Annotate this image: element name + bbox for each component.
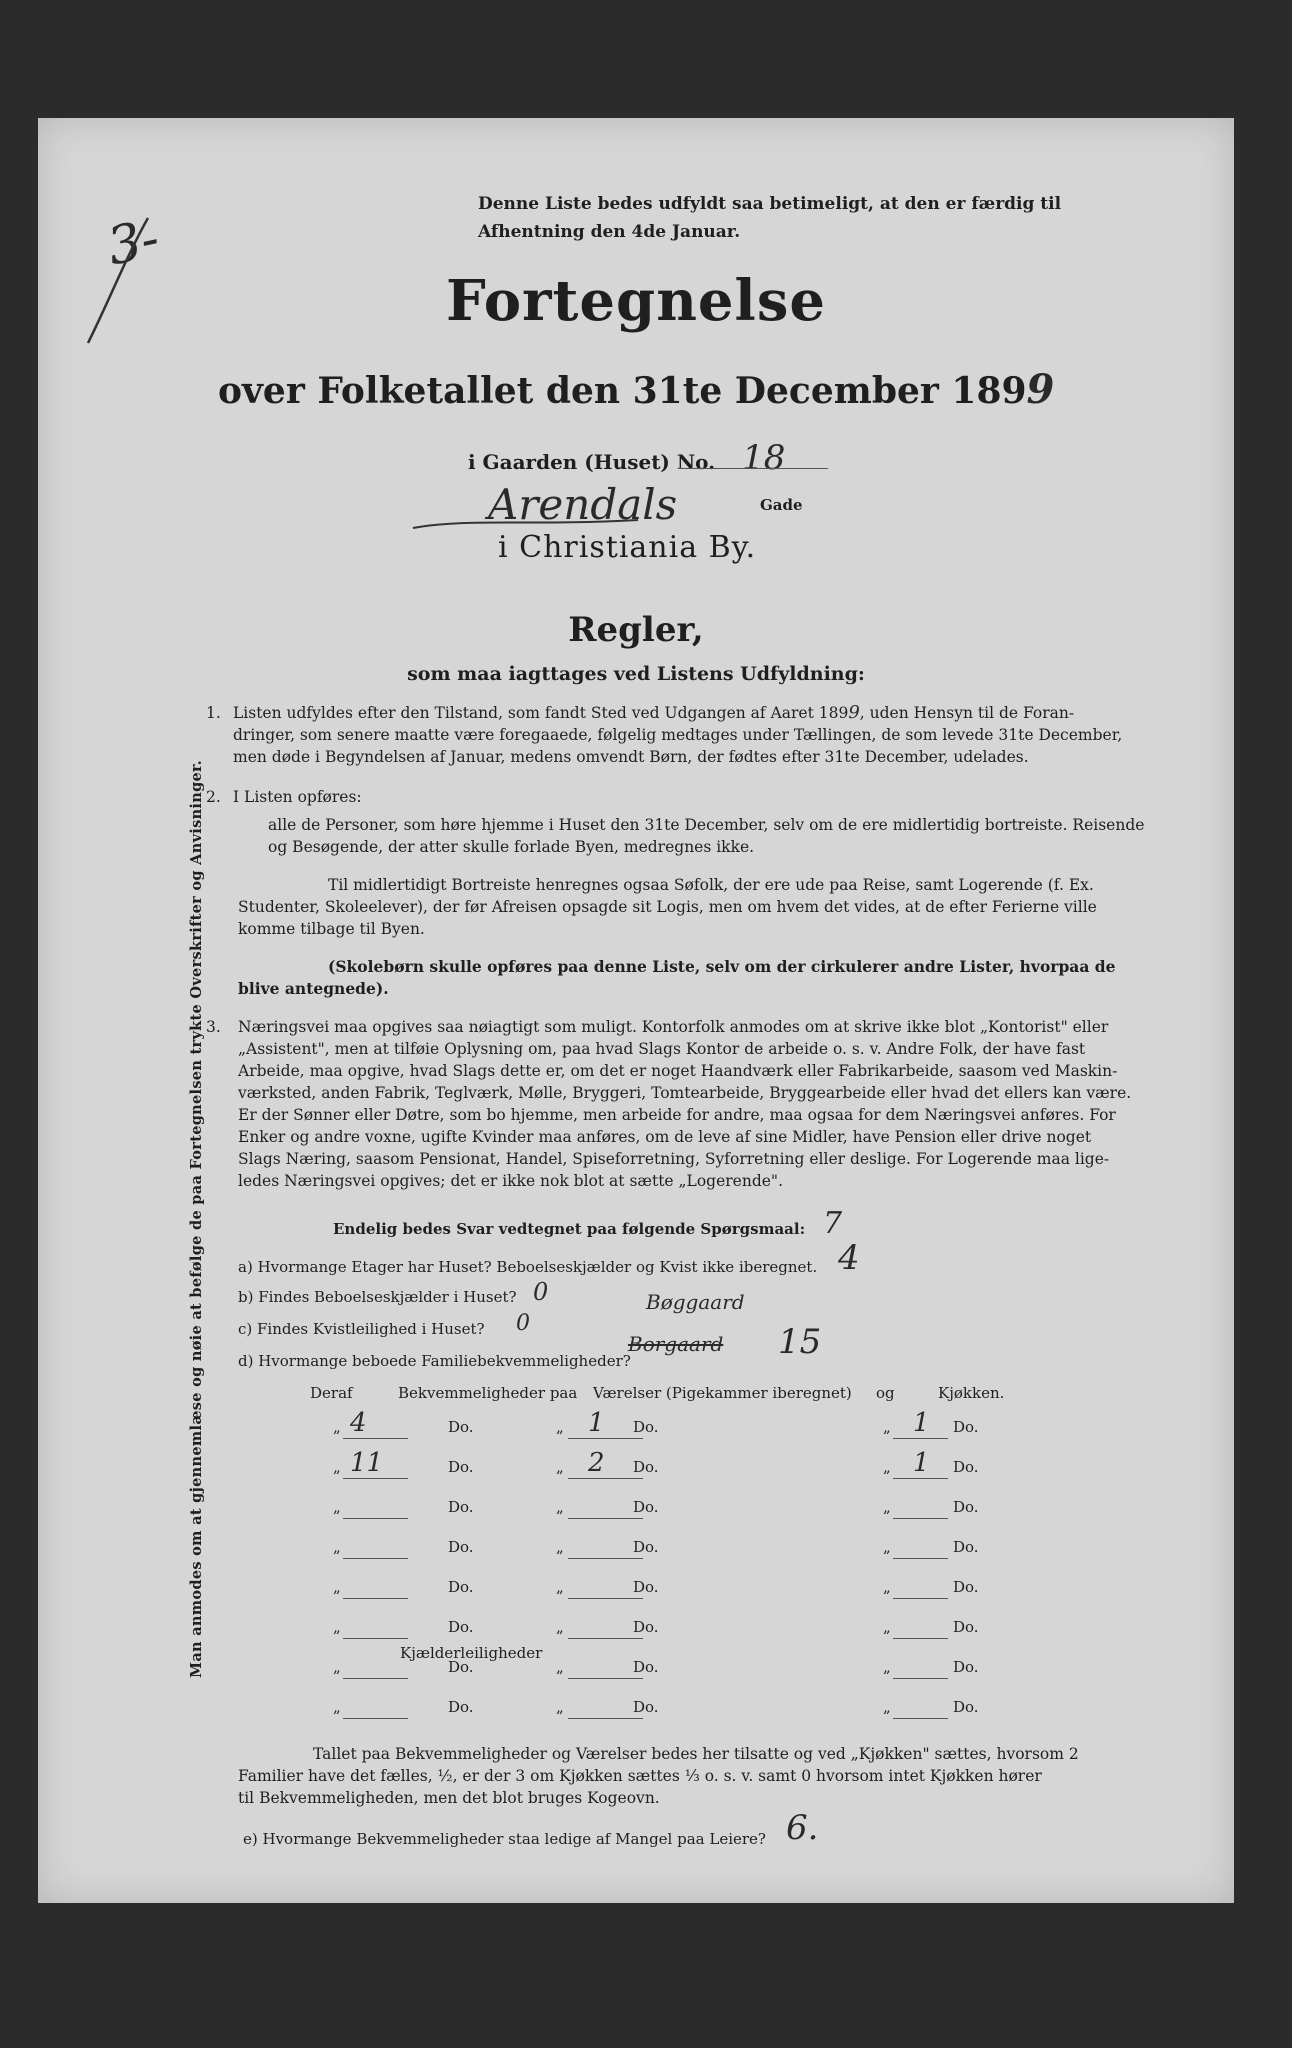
row-quote-2: „ bbox=[556, 1618, 564, 1636]
margin-instruction: Man anmodes om at gjennemlæse og nøie at befølge de paa Fortegnelsen trykte Overskrifter og Anvisninger. bbox=[188, 760, 205, 1678]
row-quote-1: „ bbox=[333, 1578, 341, 1596]
row-kitchens-line bbox=[893, 1718, 948, 1719]
footnote-line-1: Tallet paa Bekvemmeligheder og Værelser bedes her tilsatte og ved „Kjøkken" sættes, hvorsom 2 bbox=[313, 1745, 1079, 1763]
row-do-3: Do. bbox=[953, 1578, 979, 1596]
row-rooms-line bbox=[568, 1718, 643, 1719]
rule-2-line-0: I Listen opføres: bbox=[233, 788, 362, 806]
row-do-2: Do. bbox=[633, 1698, 659, 1716]
row-rooms-line bbox=[568, 1478, 643, 1479]
rule-2-line-2: og Besøgende, der atter skulle forlade Byen, medregnes ikke. bbox=[268, 838, 755, 856]
question-a-answer: 4 bbox=[838, 1238, 860, 1278]
rule-3-line-8: ledes Næringsvei opgives; det er ikke nok blot at sætte „Logerende". bbox=[238, 1172, 783, 1190]
rule-3-line-6: Enker og andre voxne, ugifte Kvinder maa anføres, om de leve af sine Midler, have Pension eller drive noget bbox=[238, 1128, 1092, 1146]
street-name: Arendals bbox=[488, 480, 678, 529]
row-do-3: Do. bbox=[953, 1698, 979, 1716]
notice-line-2: Afhentning den 4de Januar. bbox=[478, 222, 741, 242]
city-line: i Christiania By. bbox=[498, 530, 757, 565]
row-quote-2: „ bbox=[556, 1698, 564, 1716]
row-rooms-line bbox=[568, 1558, 643, 1559]
row-quote-2: „ bbox=[556, 1498, 564, 1516]
rules-heading: Regler, bbox=[568, 610, 704, 650]
question-a: a) Hvormange Etager har Huset? Beboelseskjælder og Kvist ikke iberegnet. bbox=[238, 1258, 818, 1276]
row-do-2: Do. bbox=[633, 1418, 659, 1436]
row-count: 11 bbox=[350, 1448, 384, 1478]
row-quote-2: „ bbox=[556, 1538, 564, 1556]
footnote-line-3: til Bekvemmeligheden, men det blot bruges Kogeovn. bbox=[238, 1789, 660, 1807]
street-suffix: Gade bbox=[760, 496, 803, 514]
row-do-3: Do. bbox=[953, 1538, 979, 1556]
row-kitchens-line bbox=[893, 1558, 948, 1559]
row-do-1: Do. bbox=[448, 1538, 474, 1556]
row-rooms-line bbox=[568, 1438, 643, 1439]
row-count-line bbox=[343, 1638, 408, 1639]
rule-2-para-3-line-1: (Skolebørn skulle opføres paa denne Liste, selv om der cirkulerer andre Lister, hvorpaa de bbox=[328, 957, 1116, 976]
row-do-1: Do. bbox=[448, 1698, 474, 1716]
rule-1-line-1 bbox=[233, 702, 1163, 724]
row-do-3: Do. bbox=[953, 1498, 979, 1516]
row-do-1: Do. bbox=[448, 1458, 474, 1476]
rule-3-line-7: Slags Næring, saasom Pensionat, Handel, Spiseforretning, Syforretning eller deslige. For Logerende maa lige- bbox=[238, 1150, 1110, 1168]
question-d-answer: 15 bbox=[778, 1322, 822, 1362]
row-kitchens-line bbox=[893, 1678, 948, 1679]
table-header-bekv: Bekvemmeligheder paa bbox=[398, 1384, 578, 1402]
year-digit: 9 bbox=[1026, 366, 1055, 413]
row-do-1: Do. bbox=[448, 1658, 474, 1676]
rule-2-para-3-line-2: blive antegnede). bbox=[238, 979, 389, 998]
row-do-1: Do. bbox=[448, 1618, 474, 1636]
question-b-answer: 0 bbox=[533, 1278, 549, 1306]
row-count-line bbox=[343, 1558, 408, 1559]
row-kitchens-line bbox=[893, 1598, 948, 1599]
row-quote-3: „ bbox=[883, 1698, 891, 1716]
question-d: d) Hvormange beboede Familiebekvemmeligheder? bbox=[238, 1352, 631, 1370]
rule-1-year: 9 bbox=[848, 702, 860, 723]
question-e-answer: 6. bbox=[786, 1808, 819, 1848]
row-do-1: Do. bbox=[448, 1578, 474, 1596]
row-count-line bbox=[343, 1718, 408, 1719]
row-kitchens-line bbox=[893, 1518, 948, 1519]
table-header-vaer: Værelser (Pigekammer iberegnet) bbox=[593, 1384, 852, 1402]
rule-2-line-1: alle de Personer, som høre hjemme i Huset den 31te December, selv om de ere midlertidig bortreiste. Reisende bbox=[268, 816, 1145, 834]
row-quote-2: „ bbox=[556, 1418, 564, 1436]
rule-3-line-3: Arbeide, maa opgive, hvad Slags dette er, om det er noget Haandværk eller Fabrikarbeide, saasom ved Maskin- bbox=[238, 1062, 1118, 1080]
rule-3-line-5: Er der Sønner eller Døtre, som bo hjemme, men arbeide for andre, maa ogsaa for dem Næringsvei anføres. For bbox=[238, 1106, 1116, 1124]
row-kitchens: 1 bbox=[913, 1448, 930, 1478]
row-quote-3: „ bbox=[883, 1618, 891, 1636]
gaard-label: i Gaarden (Huset) No. bbox=[468, 450, 716, 474]
rule-1-number: 1. bbox=[206, 704, 221, 722]
row-rooms-line bbox=[568, 1678, 643, 1679]
row-count-line bbox=[343, 1438, 408, 1439]
rules-subheading: som maa iagttages ved Listens Udfyldning: bbox=[407, 663, 865, 685]
row-count: 4 bbox=[350, 1408, 367, 1438]
rule-2-para-2-line-1: Til midlertidigt Bortreiste henregnes ogsaa Søfolk, der ere ude paa Reise, samt Logerende (f. Ex. bbox=[328, 876, 1094, 894]
question-b: b) Findes Beboelseskjælder i Huset? bbox=[238, 1288, 517, 1306]
row-kitchens-line bbox=[893, 1638, 948, 1639]
row-quote-3: „ bbox=[883, 1658, 891, 1676]
row-count-line bbox=[343, 1518, 408, 1519]
question-c-answer: 0 bbox=[516, 1311, 530, 1336]
row-rooms: 2 bbox=[588, 1448, 605, 1478]
row-rooms: 1 bbox=[588, 1408, 605, 1438]
row-quote-1: „ bbox=[333, 1658, 341, 1676]
row-do-3: Do. bbox=[953, 1458, 979, 1476]
row-quote-3: „ bbox=[883, 1458, 891, 1476]
rule-3-line-4: værksted, anden Fabrik, Teglværk, Mølle, Bryggeri, Tomtearbeide, Bryggearbeide eller hvad det ellers kan være. bbox=[238, 1084, 1132, 1102]
question-a-mark: 7 bbox=[823, 1206, 843, 1241]
question-d-answer-struck: Borgaard bbox=[628, 1332, 724, 1356]
row-do-2: Do. bbox=[633, 1458, 659, 1476]
gaard-number: 18 bbox=[742, 438, 786, 478]
row-kitchens: 1 bbox=[913, 1408, 930, 1438]
row-quote-1: „ bbox=[333, 1418, 341, 1436]
row-count-line bbox=[343, 1598, 408, 1599]
row-kitchens-line bbox=[893, 1438, 948, 1439]
row-quote-1: „ bbox=[333, 1498, 341, 1516]
census-form-sheet bbox=[38, 118, 1234, 1903]
row-rooms-line bbox=[568, 1518, 643, 1519]
row-do-2: Do. bbox=[633, 1658, 659, 1676]
row-do-2: Do. bbox=[633, 1498, 659, 1516]
table-header-og: og bbox=[876, 1384, 895, 1402]
row-quote-2: „ bbox=[556, 1458, 564, 1476]
row-rooms-line bbox=[568, 1598, 643, 1599]
row-do-3: Do. bbox=[953, 1618, 979, 1636]
row-do-1: Do. bbox=[448, 1498, 474, 1516]
row-rooms-line bbox=[568, 1638, 643, 1639]
subtitle-text: over Folketallet den 31te December 189 bbox=[218, 370, 1027, 412]
row-quote-3: „ bbox=[883, 1418, 891, 1436]
rule-3-line-1: Næringsvei maa opgives saa nøiagtigt som muligt. Kontorfolk anmodes om at skrive ikke blot „Kontorist" eller bbox=[238, 1018, 1109, 1036]
gaard-line bbox=[468, 438, 785, 478]
row-quote-3: „ bbox=[883, 1498, 891, 1516]
row-do-1: Do. bbox=[448, 1418, 474, 1436]
form-title: Fortegnelse bbox=[446, 268, 826, 334]
row-kjaelder-label: Kjælderleiligheder bbox=[400, 1644, 543, 1662]
row-count-line bbox=[343, 1478, 408, 1479]
row-quote-3: „ bbox=[883, 1578, 891, 1596]
question-e: e) Hvormange Bekvemmeligheder staa ledige af Mangel paa Leiere? bbox=[243, 1830, 766, 1848]
rule-1-line-2: dringer, som senere maatte være foregaaede, følgelig medtages under Tællingen, de som levede 31te December, bbox=[233, 726, 1123, 744]
question-c: c) Findes Kvistleilighed i Huset? bbox=[238, 1320, 485, 1338]
row-do-3: Do. bbox=[953, 1418, 979, 1436]
question-d-answer-top: Bøggaard bbox=[646, 1290, 745, 1314]
rule-3-number: 3. bbox=[206, 1018, 221, 1036]
gaard-underline bbox=[678, 468, 828, 469]
questions-intro: Endelig bedes Svar vedtegnet paa følgende Spørgsmaal: bbox=[333, 1220, 806, 1238]
row-quote-1: „ bbox=[333, 1458, 341, 1476]
row-do-2: Do. bbox=[633, 1538, 659, 1556]
row-count-line bbox=[343, 1678, 408, 1679]
row-quote-1: „ bbox=[333, 1698, 341, 1716]
rule-1-text: Listen udfyldes efter den Tilstand, som fandt Sted ved Udgangen af Aaret 189 bbox=[233, 704, 849, 722]
row-do-2: Do. bbox=[633, 1578, 659, 1596]
row-do-3: Do. bbox=[953, 1658, 979, 1676]
form-subtitle bbox=[218, 366, 1098, 413]
notice-line-1: Denne Liste bedes udfyldt saa betimeligt, at den er færdig til bbox=[478, 194, 1062, 214]
row-quote-2: „ bbox=[556, 1658, 564, 1676]
row-do-2: Do. bbox=[633, 1618, 659, 1636]
page-number: 3- bbox=[102, 208, 165, 278]
rule-2-para-2-line-3: komme tilbage til Byen. bbox=[238, 920, 425, 938]
row-quote-1: „ bbox=[333, 1618, 341, 1636]
rule-1-text-b: , uden Hensyn til de Foran- bbox=[859, 704, 1075, 722]
rule-3-line-2: „Assistent", men at tilføie Oplysning om, paa hvad Slags Kontor de arbeide o. s. v. Andre Folk, der have fast bbox=[238, 1040, 1086, 1058]
row-kitchens-line bbox=[893, 1478, 948, 1479]
rule-2-number: 2. bbox=[206, 788, 221, 806]
table-header-kjokken: Kjøkken. bbox=[938, 1384, 1005, 1402]
row-quote-3: „ bbox=[883, 1538, 891, 1556]
rule-2-para-2-line-2: Studenter, Skoleelever), der før Afreisen opsagde sit Logis, men om hvem det vides, at de efter Ferierne ville bbox=[238, 898, 1097, 916]
row-quote-2: „ bbox=[556, 1578, 564, 1596]
table-header-deraf: Deraf bbox=[310, 1384, 353, 1402]
rule-1-line-3: men døde i Begyndelsen af Januar, medens omvendt Børn, der fødtes efter 31te December, udelades. bbox=[233, 748, 1029, 766]
footnote-line-2: Familier have det fælles, ½, er der 3 om Kjøkken sættes ⅓ o. s. v. samt 0 hvorsom intet Kjøkken hører bbox=[238, 1767, 1042, 1785]
row-quote-1: „ bbox=[333, 1538, 341, 1556]
